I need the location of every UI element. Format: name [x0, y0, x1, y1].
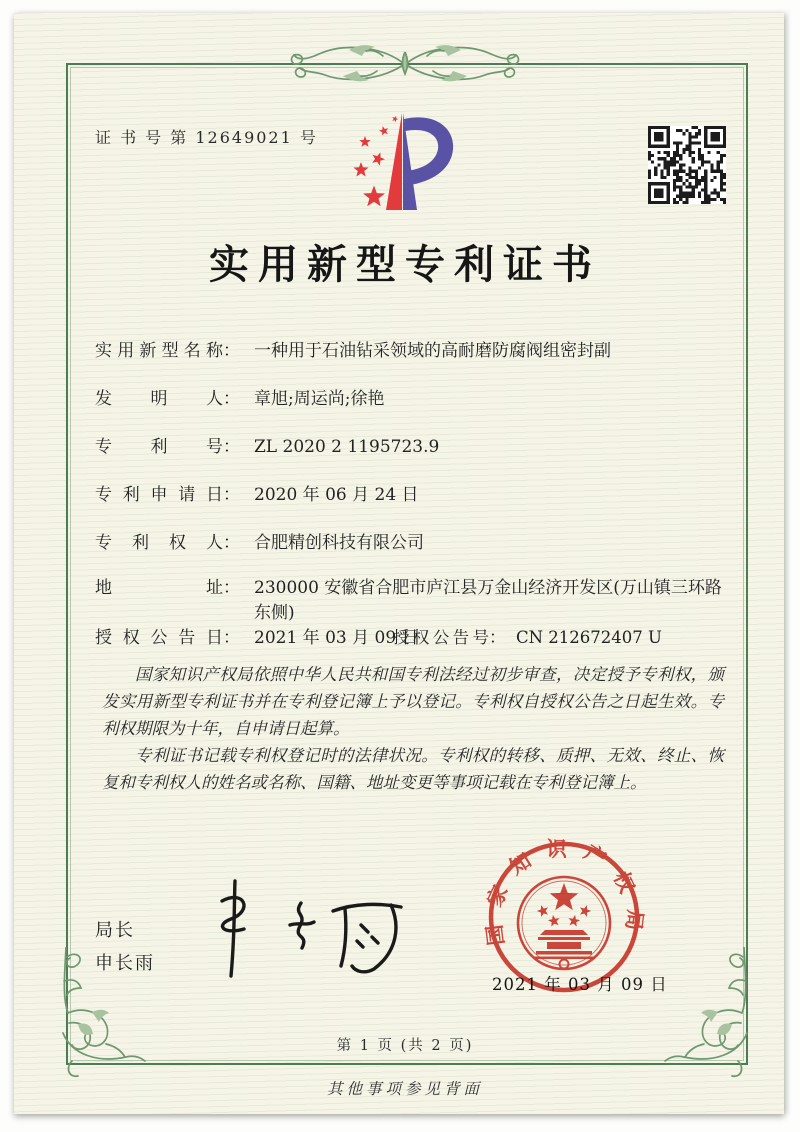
legal-paragraph-1: 国家知识产权局依照中华人民共和国专利法经过初步审查，决定授予专利权，颁发实用新型专利证书并在专利登记簿上予以登记。专利权自授权公告之日起生效。专利权期限为十年，自申请日起算。: [102, 665, 724, 738]
top-border-ornament-icon: [285, 39, 525, 91]
field-label: 专利申请日: [95, 485, 223, 505]
colon: ：: [223, 485, 240, 505]
legal-text: [102, 661, 724, 796]
field-row-name: [95, 339, 611, 364]
certificate-paper: [14, 13, 784, 1114]
colon: ：: [223, 437, 240, 457]
field-value: 一种用于石油钻采领域的高耐磨防腐阀组密封副: [254, 341, 611, 361]
field-row-address: [95, 576, 724, 625]
colon: ：: [223, 533, 240, 553]
director-signature-icon: [195, 873, 430, 988]
field-label: 地址: [95, 578, 223, 598]
field-row-filing-date: [95, 483, 419, 508]
field-label: 专利号: [95, 437, 223, 457]
field-value: 章旭;周运尚;徐艳: [254, 389, 385, 409]
bottom-right-corner-ornament-icon: [662, 947, 762, 1079]
certificate-number: 证 书 号 第 12649021 号: [95, 128, 318, 147]
colon: ：: [223, 578, 240, 598]
director-name: 申长雨: [95, 953, 155, 974]
field-label: 发明人: [95, 389, 223, 409]
field-value: CN 212672407 U: [516, 628, 662, 647]
field-label: 实用新型名称: [95, 341, 223, 361]
field-row-inventors: [95, 387, 384, 412]
colon: ：: [223, 341, 240, 361]
field-grant-number: [393, 626, 662, 651]
field-label: 授权公告号: [393, 628, 489, 647]
qr-code: [648, 126, 726, 204]
field-label: 授权公告日: [95, 628, 223, 648]
field-row-grant-date: [95, 626, 662, 651]
seal-text: 国家知识产权局: [480, 836, 648, 947]
certificate-title: 实用新型专利证书: [209, 241, 601, 288]
field-value: 230000 安徽省合肥市庐江县万金山经济开发区(万山镇三环路东侧): [254, 578, 722, 623]
back-side-note: 其他事项参见背面: [326, 1080, 483, 1098]
field-value: 合肥精创科技有限公司: [254, 533, 424, 553]
official-seal-icon: [480, 835, 648, 1003]
colon: ：: [223, 628, 240, 648]
seal-date: 2021 年 03 月 09 日: [492, 975, 668, 994]
field-value: 2020 年 06 月 24 日: [254, 485, 419, 505]
national-emblem-icon: [518, 877, 610, 969]
legal-paragraph-2: 专利证书记载专利权登记时的法律状况。专利权的转移、质押、无效、终止、恢复和专利权人的姓名或名称、国籍、地址变更等事项记载在专利登记簿上。: [102, 746, 724, 792]
field-value: ZL 2020 2 1195723.9: [254, 437, 440, 457]
colon: ：: [223, 389, 240, 409]
page-indicator: 第 1 页 (共 2 页): [336, 1038, 474, 1054]
cnipa-logo-icon: [340, 109, 466, 219]
colon: ：: [489, 628, 506, 648]
director-title: 局长: [95, 920, 135, 941]
field-label: 专利权人: [95, 533, 223, 553]
field-row-patentee: [95, 531, 424, 556]
field-row-patent-number: [95, 435, 439, 460]
field-value: 2021 年 03 月 09 日: [254, 628, 419, 648]
